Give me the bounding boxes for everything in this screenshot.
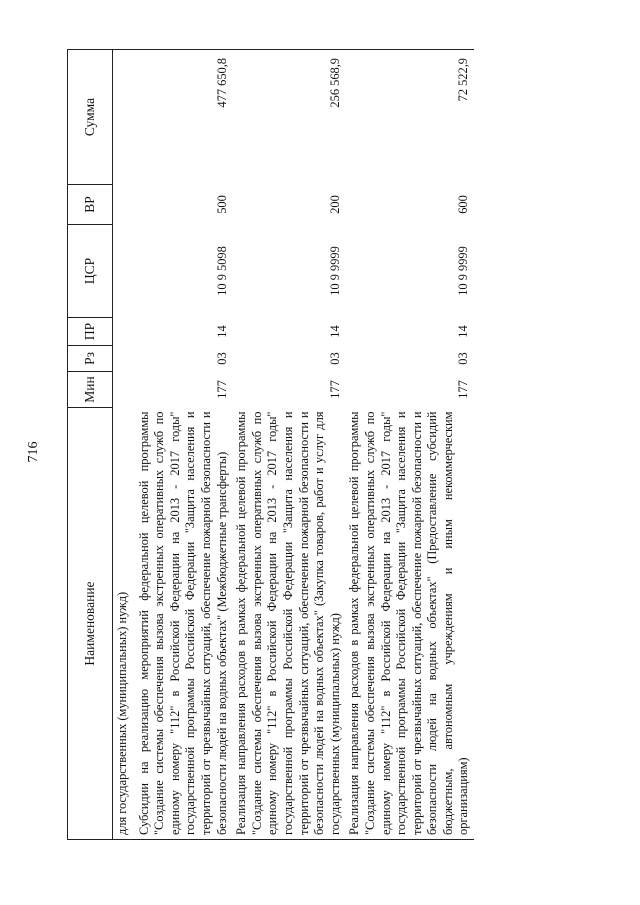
row-sum: 256 568,9 [232, 50, 345, 185]
row-csr: 10 9 9999 [327, 246, 342, 296]
row-pr [113, 318, 135, 346]
row-name: для государственных (муниципальных) нужд) [113, 408, 135, 840]
row-rz [113, 346, 135, 372]
row-pr: 14 [327, 325, 342, 338]
budget-table-rotated [67, 50, 607, 840]
row-csr: 10 9 5098 [214, 246, 229, 296]
row-sum: 477 650,8 [135, 50, 233, 185]
row-vr: 600 [456, 195, 471, 214]
row-sum [113, 50, 135, 185]
row-name: Реализация направления расходов в рамках федеральной целевой программы "Создание системы обеспечения вызова экстренных оперативных служб по единому номеру "112" в Российской Федерации на 2013 - 2017 годы" государственной программы Российской Федерации "Защита населения и территорий от чрезвычайных ситуаций, обеспечение пожарной безопасности и безопасности людей на водных объектах" (Закупка товаров, работ и услуг для государственных (муниципальных) нужд) [232, 408, 345, 840]
row-pr: 14 [456, 325, 471, 338]
header-name: Наименование [68, 408, 113, 840]
row-vr: 500 [214, 195, 229, 214]
page-number: 716 [26, 441, 41, 463]
row-csr [113, 225, 135, 318]
table-row [135, 50, 233, 840]
row-name: Субсидии на реализацию мероприятий федеральной целевой программы "Создание системы обеспечения вызова экстренных оперативных служб по единому номеру "112" в Российской Федерации на 2013 - 2017 годы" государственной программы Российской Федерации "Защита населения и территорий от чрезвычайных ситуаций, обеспечение пожарной безопасности и безопасности людей на водных объектах" (Межбюджетные трансферты) [135, 408, 233, 840]
header-min: Мин [68, 372, 113, 408]
row-vr [113, 185, 135, 225]
header-vr: ВР [68, 185, 113, 225]
row-vr: 200 [327, 195, 342, 214]
row-min: 177 [327, 380, 342, 399]
budget-table [67, 49, 474, 840]
table-header-row [68, 50, 113, 840]
header-sum: Сумма [68, 50, 113, 185]
header-csr: ЦСР [68, 225, 113, 318]
row-rz: 03 [456, 352, 471, 365]
row-sum: 72 522,9 [345, 50, 474, 185]
header-pr: ПР [68, 318, 113, 346]
row-rz: 03 [327, 352, 342, 365]
table-row [345, 50, 474, 840]
header-rz: Рз [68, 346, 113, 372]
row-min [113, 372, 135, 408]
table-row [113, 50, 135, 840]
row-rz: 03 [214, 352, 229, 365]
row-min: 177 [214, 380, 229, 399]
row-name: Реализация направления расходов в рамках федеральной целевой программы "Создание системы обеспечения вызова экстренных оперативных служб по единому номеру "112" в Российской Федерации на 2013 - 2017 годы" государственной программы Российской Федерации "Защита населения и территорий от чрезвычайных ситуаций, обеспечение пожарной безопасности и безопасности людей на водных объектах" (Предоставление субсидий бюджетным, автономным учреждениям и иным некоммерческим организациям) [345, 408, 474, 840]
row-csr: 10 9 9999 [456, 246, 471, 296]
table-row [232, 50, 345, 840]
row-pr: 14 [214, 325, 229, 338]
row-min: 177 [456, 380, 471, 399]
